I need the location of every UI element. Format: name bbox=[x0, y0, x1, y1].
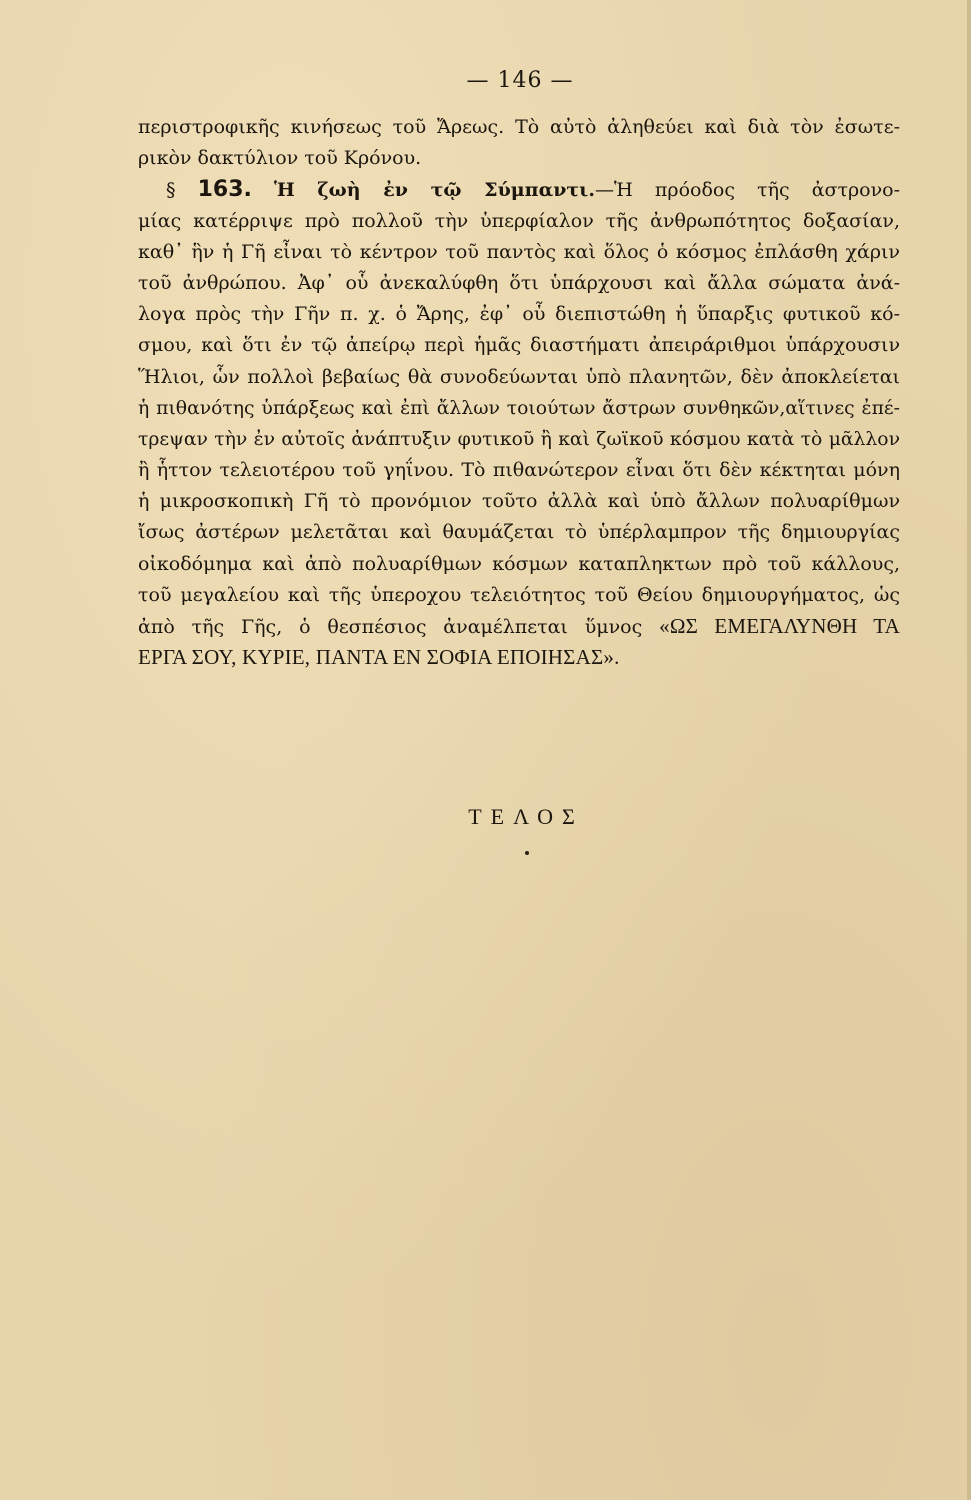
section-number: 163. bbox=[197, 177, 252, 203]
section-title: Ἡ ζωὴ ἐν τῷ Σύμπαντι. bbox=[273, 179, 595, 202]
text-line: ἡ πιθανότης ὑπάρξεως καὶ ἐπὶ ἄλλων τοιούτων ἄστρων συνθηκῶν,αἵτινες ἐπέ- bbox=[138, 397, 900, 419]
closing-line-start: ἀπὸ τῆς Γῆς, ὁ θεσπέσιος ἀναμέλπεται ὕμνος bbox=[138, 616, 643, 638]
section-heading-line bbox=[138, 174, 900, 205]
text-line: ἡ μικροσκοπικὴ Γῆ τὸ προνόμιον τοῦτο ἀλλὰ καὶ ὑπὸ ἄλλων πολυαρίθμων bbox=[138, 490, 900, 513]
section-first-line-text: —Ἡ πρόοδος τῆς ἀστρονο- bbox=[595, 179, 901, 202]
hymn-text: «ΩΣ ΕΜΕΓΑΛΥΝΘΗ ΤΑ bbox=[659, 614, 900, 638]
text-line: ρικὸν δακτύλιον τοῦ Κρόνου. bbox=[138, 147, 422, 170]
text-line: οἰκοδόμημα καὶ ἀπὸ πολυαρίθμων κόσμων καταπληκτων πρὸ τοῦ κάλλους, bbox=[138, 552, 900, 575]
end-word: ΤΕΛΟΣ bbox=[468, 804, 584, 829]
section-symbol: § bbox=[166, 179, 176, 202]
text-line: ἴσως ἀστέρων μελετᾶται καὶ θαυμάζεται τὸ ὑπέρλαμπρον τῆς δημιουργίας bbox=[138, 521, 900, 544]
ornament-dot bbox=[525, 851, 529, 855]
text-line: μίας κατέρριψε πρὸ πολλοῦ τὴν ὑπερφίαλον τῆς ἀνθρωπότητος δοξασίαν, bbox=[138, 209, 900, 232]
text-line: σμου, καὶ ὅτι ἐν τῷ ἀπείρῳ περὶ ἡμᾶς διαστήματι ἀπειράριθμοι ὑπάρχουσιν bbox=[138, 334, 900, 357]
text-line: τρεψαν τὴν ἐν αὐτοῖς ἀνάπτυξιν φυτικοῦ ἢ καὶ ζωϊκοῦ κόσμου κατὰ τὸ μᾶλλον bbox=[138, 428, 900, 450]
closing-line bbox=[138, 611, 900, 642]
text-line: περιστροφικῆς κινήσεως τοῦ Ἄρεως. Τὸ αὐτὸ ἀληθεύει καὶ διὰ τὸν ἐσωτε- bbox=[138, 116, 900, 138]
text-line: τοῦ ἀνθρώπου. Ἀφ᾽ οὗ ἀνεκαλύφθη ὅτι ὑπάρχουσι καὶ ἄλλα σώματα ἀνά- bbox=[138, 271, 900, 294]
hymn-text-line: ΕΡΓΑ ΣΟΥ, ΚΥΡΙΕ, ΠΑΝΤΑ ΕΝ ΣΟΦΙΑ ΕΠΟΙΗΣΑΣ». bbox=[138, 645, 620, 670]
text-line: ἢ ἧττον τελειοτέρου τοῦ γηΐνου. Τὸ πιθανώτερον εἶναι ὅτι δὲν κέκτηται μόνη bbox=[138, 459, 900, 482]
text-line: καθ᾽ ἣν ἡ Γῆ εἶναι τὸ κέντρον τοῦ παντὸς καὶ ὅλος ὁ κόσμος ἐπλάσθη χάριν bbox=[138, 240, 900, 263]
page-edge bbox=[967, 0, 971, 1500]
page-number: — 146 — bbox=[466, 68, 574, 93]
text-line: τοῦ μεγαλείου καὶ τῆς ὑπεροχου τελειότητος τοῦ Θείου δημιουργήματος, ὡς bbox=[138, 583, 900, 606]
text-block bbox=[138, 112, 900, 673]
text-line: Ἥλιοι, ὧν πολλοὶ βεβαίως θὰ συνοδεύωνται ὑπὸ πλανητῶν, δὲν ἀποκλείεται bbox=[138, 365, 900, 388]
text-line: λογα πρὸς τὴν Γῆν π. χ. ὁ Ἄρης, ἐφ᾽ οὗ διεπιστώθη ἡ ὕπαρξις φυτικοῦ κό- bbox=[138, 303, 900, 326]
